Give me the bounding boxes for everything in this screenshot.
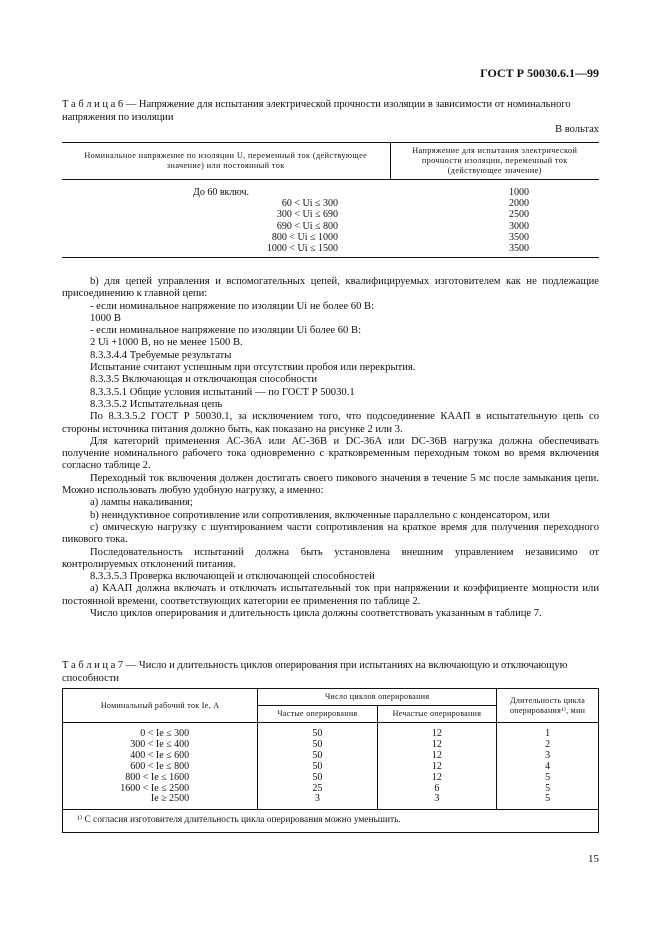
table7-frequent: 50 xyxy=(258,762,378,773)
table6-value: 3500 xyxy=(390,243,599,258)
paragraph: а) КААП должна включать и отключать испытательный ток при напряжении и коэффициенте мощности или постоянной времени, соответствующих категории ее применения по таблице 2. xyxy=(62,583,599,607)
table7-infrequent: 12 xyxy=(377,740,497,751)
table6-value: 3500 xyxy=(509,231,529,243)
table7-infrequent: 6 xyxy=(377,784,497,795)
paragraph: Для категорий применения АС-36А или АС-36В и DC-36A или DC-36B нагрузка должна обеспечивать получение номинального рабочего тока одновременно с кратковременным переходным током во время включения согласно таблице 2. xyxy=(62,435,599,472)
body-text xyxy=(62,276,599,620)
table7-duration: 3 xyxy=(497,751,599,762)
table7-duration: 1 xyxy=(497,723,599,740)
paragraph: Испытание считают успешным при отсутствии пробоя или перекрытия. xyxy=(90,362,416,374)
paragraph: Переходный ток включения должен достигать своего пикового значения в течение 5 мс после замыкания цепи. Можно использовать любую удобную нагрузку, а именно: xyxy=(62,472,599,497)
table-row xyxy=(63,723,599,740)
table7-frequent: 25 xyxy=(258,784,378,795)
table-7 xyxy=(62,688,599,833)
table7-infrequent: 12 xyxy=(377,751,497,762)
table7-range: 1600 < Ie ≤ 2500 xyxy=(63,784,258,795)
paragraph: b) для цепей управления и вспомогательных цепей, квалифицируемых изготовителем как не подлежащие присоединению к главной цепи: xyxy=(62,276,599,300)
table7-duration: 5 xyxy=(497,784,599,795)
paragraph: Число циклов оперирования и длительность цикла должны соответствовать указанным в таблице 7. xyxy=(90,608,542,620)
table6-range: 800 < Ui ≤ 1000 xyxy=(271,231,338,243)
table7-infrequent: 12 xyxy=(377,762,497,773)
table6-value: 1000 xyxy=(509,187,529,198)
table-row xyxy=(62,243,599,258)
list-item: b) неиндуктивное сопротивление или сопротивления, включенные параллельно с конденсатором, или xyxy=(90,509,550,521)
table7-frequent: 50 xyxy=(258,740,378,751)
paragraph: Последовательность испытаний должна быть установлена внешним управлением независимо от контролируемых отклонений питания. xyxy=(62,546,599,570)
table7-duration: 2 xyxy=(497,740,599,751)
table7-frequent: 3 xyxy=(258,794,378,809)
table6-range: До 60 включ. xyxy=(193,187,250,198)
table7-col2-header: Частые оперирования xyxy=(258,706,378,723)
table-row xyxy=(62,232,599,243)
list-item: с) омическую нагрузку с шунтированием части сопротивления на краткое время для получения переходного пикового тока. xyxy=(62,521,599,546)
table6-caption: Т а б л и ц а 6 — Напряжение для испытания электрической прочности изоляции в зависимости от номинального напряжения по изоляции xyxy=(62,99,571,123)
table6-range: 1000 < Ui ≤ 1500 xyxy=(62,243,390,258)
table7-frequent: 50 xyxy=(258,773,378,784)
paragraph: - если номинальное напряжение по изоляции Ui более 60 В: xyxy=(90,325,362,337)
table-row xyxy=(62,221,599,232)
table7-range: 0 < Ie ≤ 300 xyxy=(63,723,258,740)
table-row xyxy=(62,198,599,209)
table-row xyxy=(63,762,599,773)
table6-col2-header: Напряжение для испытания электрической прочности изоляции, переменный ток (действующее значение) xyxy=(390,143,599,180)
table6-range: 300 < Ui ≤ 690 xyxy=(276,209,338,221)
table7-duration: 4 xyxy=(497,762,599,773)
paragraph: - если номинальное напряжение по изоляции Ui не более 60 В: xyxy=(90,300,375,312)
table-6 xyxy=(62,142,599,258)
table-row xyxy=(63,773,599,784)
table7-frequent: 50 xyxy=(258,723,378,740)
page-number: 15 xyxy=(588,853,599,865)
table7-range: 600 < Ie ≤ 800 xyxy=(63,762,258,773)
table6-units: В вольтах xyxy=(555,124,599,135)
table7-col3-header: Нечастые оперирования xyxy=(377,706,497,723)
section-heading: 8.3.3.5.1 Общие условия испытаний — по ГОСТ Р 50030.1 xyxy=(90,386,355,398)
table7-frequent: 50 xyxy=(258,751,378,762)
paragraph: 1000 В xyxy=(90,312,121,324)
table7-caption: Т а б л и ц а 7 — Число и длительность циклов оперирования при испытаниях на включающую и отключающую способности xyxy=(62,660,568,684)
table7-infrequent: 12 xyxy=(377,773,497,784)
table6-range: 60 < Ui ≤ 300 xyxy=(281,198,338,210)
table7-infrequent: 3 xyxy=(377,794,497,809)
table7-range: 800 < Ie ≤ 1600 xyxy=(63,773,258,784)
table7-infrequent: 12 xyxy=(377,723,497,740)
table6-value: 2500 xyxy=(509,209,529,221)
table6-value: 2000 xyxy=(509,198,529,210)
section-heading: 8.3.3.5 Включающая и отключающая способности xyxy=(90,374,318,386)
table7-group-header: Число циклов оперирования xyxy=(258,689,497,706)
table7-footnote: ¹⁾ С согласия изготовителя длительность цикла оперирования можно уменьшить. xyxy=(63,810,599,833)
table-row xyxy=(62,209,599,220)
paragraph: По 8.3.3.5.2 ГОСТ Р 50030.1, за исключением того, что подсоединение КААП в испытательную цепь со стороны источника питания должно быть, как показано на рисунке 2 или 3. xyxy=(62,411,599,435)
paragraph: 2 Ui +1000 В, но не менее 1500 В. xyxy=(90,337,243,349)
table-row xyxy=(63,784,599,795)
table7-col1-header: Номинальный рабочий ток Ie, А xyxy=(63,689,258,723)
table-row xyxy=(63,794,599,809)
table6-value: 3000 xyxy=(509,220,529,232)
section-heading: 8.3.3.5.3 Проверка включающей и отключающей способностей xyxy=(90,571,375,583)
table6-range: 690 < Ui ≤ 800 xyxy=(276,220,338,232)
table7-col4-header: Длительность цикла оперирования¹⁾, мин xyxy=(497,689,599,723)
standard-header: ГОСТ Р 50030.6.1—99 xyxy=(480,66,599,80)
table7-range: 300 < Ie ≤ 400 xyxy=(63,740,258,751)
table6-col1-header: Номинальное напряжение по изоляции U, переменный ток (действующее значение) или постоянный ток xyxy=(62,143,390,180)
table7-duration: 5 xyxy=(497,794,599,809)
section-heading: 8.3.3.5.2 Испытательная цепь xyxy=(90,398,223,410)
section-heading: 8.3.3.4.4 Требуемые результаты xyxy=(90,349,232,361)
table-row xyxy=(62,180,599,199)
table7-duration: 5 xyxy=(497,773,599,784)
table7-range: 400 < Ie ≤ 600 xyxy=(63,751,258,762)
list-item: а) лампы накаливания; xyxy=(90,497,193,509)
table7-range: Ie ≥ 2500 xyxy=(63,794,258,809)
